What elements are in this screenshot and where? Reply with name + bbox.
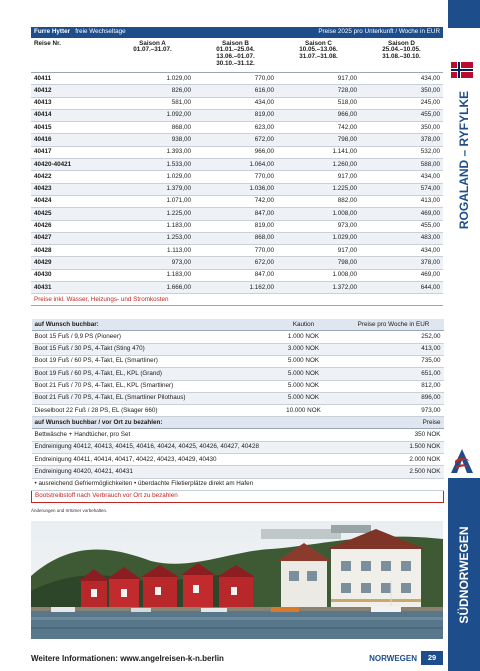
onsite-header-row bbox=[32, 417, 444, 429]
price-row bbox=[31, 146, 443, 158]
price-row bbox=[31, 269, 443, 281]
season-price: 1.162,00 bbox=[194, 282, 277, 294]
trip-number: 40424 bbox=[31, 195, 111, 207]
trip-number: 40430 bbox=[31, 269, 111, 281]
season-price: 973,00 bbox=[111, 257, 194, 269]
season-price: 1.071,00 bbox=[111, 195, 194, 207]
boat-name: Boot 15 Fuß / 9,9 PS (Pioneer) bbox=[32, 331, 264, 343]
season-header bbox=[360, 38, 443, 73]
onsite-price: 1.500 NOK bbox=[344, 441, 444, 453]
price-row bbox=[31, 257, 443, 269]
season-price: 1.183,00 bbox=[111, 220, 194, 232]
season-price: 434,00 bbox=[360, 171, 443, 183]
season-price: 1.372,00 bbox=[277, 282, 360, 294]
season-price: 966,00 bbox=[277, 109, 360, 121]
trip-number: 40425 bbox=[31, 208, 111, 220]
season-header bbox=[111, 38, 194, 73]
boat-deposit: 5.000 NOK bbox=[264, 368, 344, 380]
boat-name: Boot 21 Fuß / 70 PS, 4-Takt, EL, KPL (Smartliner) bbox=[32, 380, 264, 392]
boat-deposit: 5.000 NOK bbox=[264, 355, 344, 367]
season-price: 1.029,00 bbox=[277, 232, 360, 244]
trip-number: 40413 bbox=[31, 97, 111, 109]
boat-name: Dieselboot 22 Fuß / 28 PS, EL (Skager 660) bbox=[32, 405, 264, 417]
season-price: 616,00 bbox=[194, 85, 277, 97]
season-price: 819,00 bbox=[194, 109, 277, 121]
fuel-note: Bootstreibstoff nach Verbrauch vor Ort zu bezahlen bbox=[32, 490, 444, 502]
season-price: 1.393,00 bbox=[111, 146, 194, 158]
price-footnote: Preise inkl. Wasser, Heizungs- und Stromkosten bbox=[31, 294, 443, 306]
kaution-header: Kaution bbox=[264, 319, 344, 331]
season-price: 1.141,00 bbox=[277, 146, 360, 158]
season-price: 868,00 bbox=[111, 122, 194, 134]
season-price: 819,00 bbox=[194, 220, 277, 232]
season-name: Saison D bbox=[388, 40, 415, 47]
season-price: 1.113,00 bbox=[111, 245, 194, 257]
season-price: 1.183,00 bbox=[111, 269, 194, 281]
season-price: 770,00 bbox=[194, 171, 277, 183]
season-header bbox=[277, 38, 360, 73]
season-price: 588,00 bbox=[360, 159, 443, 171]
trip-number: 40411 bbox=[31, 73, 111, 85]
features-row bbox=[32, 478, 444, 490]
trip-number: 40431 bbox=[31, 282, 111, 294]
norway-flag-icon bbox=[451, 62, 473, 78]
footer-section: NORWEGEN bbox=[369, 654, 417, 663]
boat-deposit: 1.000 NOK bbox=[264, 331, 344, 343]
accommodation-subtitle: freie Wechseltage bbox=[75, 28, 126, 36]
season-price: 469,00 bbox=[360, 208, 443, 220]
season-price: 378,00 bbox=[360, 134, 443, 146]
boat-name: Boot 19 Fuß / 60 PS, 4-Takt, EL, KPL (Grand) bbox=[32, 368, 264, 380]
boat-row bbox=[32, 331, 444, 343]
season-price: 455,00 bbox=[360, 220, 443, 232]
boat-row bbox=[32, 380, 444, 392]
price-row bbox=[31, 232, 443, 244]
season-price: 1.379,00 bbox=[111, 183, 194, 195]
onsite-row bbox=[32, 466, 444, 478]
onsite-row bbox=[32, 454, 444, 466]
trip-number: 40426 bbox=[31, 220, 111, 232]
season-name: Reise Nr. bbox=[34, 40, 61, 47]
price-footnote-row bbox=[31, 294, 443, 306]
trip-number: 40423 bbox=[31, 183, 111, 195]
onsite-price: 350 NOK bbox=[344, 429, 444, 441]
season-header bbox=[194, 38, 277, 73]
season-price: 350,00 bbox=[360, 122, 443, 134]
trip-number: 40420-40421 bbox=[31, 159, 111, 171]
season-price: 483,00 bbox=[360, 232, 443, 244]
season-price: 798,00 bbox=[277, 257, 360, 269]
season-price: 882,00 bbox=[277, 195, 360, 207]
trip-number: 40417 bbox=[31, 146, 111, 158]
onsite-item: Bettwäsche + Handtücher, pro Set bbox=[32, 429, 344, 441]
onsite-item: Endreinigung 40411, 40414, 40417, 40422, 40423, 40429, 40430 bbox=[32, 454, 344, 466]
price-table-title-row bbox=[31, 27, 443, 38]
season-price: 847,00 bbox=[194, 208, 277, 220]
trip-number: 40422 bbox=[31, 171, 111, 183]
harbor-photo bbox=[31, 521, 443, 639]
season-price: 581,00 bbox=[111, 97, 194, 109]
season-price: 938,00 bbox=[111, 134, 194, 146]
season-price: 1.666,00 bbox=[111, 282, 194, 294]
onsite-item: Endreinigung 40412, 40413, 40415, 40416, 40424, 40425, 40426, 40427, 40428 bbox=[32, 441, 344, 453]
season-price: 917,00 bbox=[277, 171, 360, 183]
season-price: 469,00 bbox=[360, 269, 443, 281]
season-price: 917,00 bbox=[277, 245, 360, 257]
season-dates: 25.04.–10.05. 31.08.–30.10. bbox=[382, 46, 421, 60]
features-text: • ausreichend Gefriermöglichkeiten • überdachte Filetierplätze direkt am Hafen bbox=[32, 478, 444, 490]
boat-price: 973,00 bbox=[344, 405, 444, 417]
accommodation-title: Furre Hytter bbox=[34, 28, 71, 36]
boat-name: Boot 15 Fuß / 30 PS, 4-Takt (Sting 470) bbox=[32, 343, 264, 355]
boat-price: 896,00 bbox=[344, 392, 444, 404]
boat-deposit: 5.000 NOK bbox=[264, 380, 344, 392]
boat-row bbox=[32, 392, 444, 404]
trip-number: 40415 bbox=[31, 122, 111, 134]
boat-row bbox=[32, 405, 444, 417]
onsite-row bbox=[32, 429, 444, 441]
boat-name: Boot 21 Fuß / 70 PS, 4-Takt, EL (Smartliner Pilothaus) bbox=[32, 392, 264, 404]
onsite-row bbox=[32, 441, 444, 453]
onsite-price-header: Preise bbox=[344, 417, 444, 429]
booking-header-row bbox=[32, 319, 444, 331]
season-price: 644,00 bbox=[360, 282, 443, 294]
main-content bbox=[31, 27, 443, 513]
season-price: 1.092,00 bbox=[111, 109, 194, 121]
season-price: 966,00 bbox=[194, 146, 277, 158]
footer-info: Weitere Informationen: www.angelreisen-k-n.berlin bbox=[31, 654, 224, 663]
season-price: 1.036,00 bbox=[194, 183, 277, 195]
season-price: 868,00 bbox=[194, 232, 277, 244]
price-row bbox=[31, 282, 443, 294]
sidebar-top-block bbox=[448, 0, 480, 28]
price-table bbox=[31, 27, 443, 306]
trip-number: 40429 bbox=[31, 257, 111, 269]
season-price: 1.260,00 bbox=[277, 159, 360, 171]
sidebar-country-block bbox=[448, 478, 480, 671]
season-name: Saison C bbox=[305, 40, 332, 47]
season-dates: 01.01.–25.04. 13.06.–01.07. 30.10.–31.12. bbox=[216, 46, 255, 67]
boat-price: 651,00 bbox=[344, 368, 444, 380]
trip-number: 40416 bbox=[31, 134, 111, 146]
boat-row bbox=[32, 343, 444, 355]
season-price: 770,00 bbox=[194, 245, 277, 257]
season-price: 770,00 bbox=[194, 73, 277, 85]
country-region-label: SÜDNORWEGEN bbox=[457, 525, 471, 624]
season-price: 1.029,00 bbox=[111, 171, 194, 183]
season-price: 434,00 bbox=[194, 97, 277, 109]
season-price: 847,00 bbox=[194, 269, 277, 281]
price-note: Preise 2025 pro Unterkunft / Woche in EUR bbox=[194, 27, 443, 38]
season-price: 1.064,00 bbox=[194, 159, 277, 171]
onsite-price: 2.500 NOK bbox=[344, 466, 444, 478]
boat-price: 812,00 bbox=[344, 380, 444, 392]
season-price: 378,00 bbox=[360, 257, 443, 269]
price-row bbox=[31, 109, 443, 121]
season-price: 742,00 bbox=[194, 195, 277, 207]
season-price: 350,00 bbox=[360, 85, 443, 97]
season-name: Saison A bbox=[139, 40, 166, 47]
season-price: 672,00 bbox=[194, 134, 277, 146]
boat-row bbox=[32, 355, 444, 367]
price-row bbox=[31, 159, 443, 171]
onsite-item: Endreinigung 40420, 40421, 40431 bbox=[32, 466, 344, 478]
season-price: 1.029,00 bbox=[111, 73, 194, 85]
region-label: ROGALAND – RYFYLKE bbox=[457, 90, 471, 230]
page-number: 29 bbox=[421, 651, 443, 665]
season-price: 532,00 bbox=[360, 146, 443, 158]
price-row bbox=[31, 73, 443, 85]
boat-price: 413,00 bbox=[344, 343, 444, 355]
price-row bbox=[31, 245, 443, 257]
season-header-row bbox=[31, 38, 443, 73]
boat-price: 252,00 bbox=[344, 331, 444, 343]
trip-number: 40427 bbox=[31, 232, 111, 244]
price-row bbox=[31, 195, 443, 207]
sidebar bbox=[448, 0, 480, 671]
season-price: 742,00 bbox=[277, 122, 360, 134]
season-price: 413,00 bbox=[360, 195, 443, 207]
booking-header: auf Wunsch buchbar: bbox=[32, 319, 264, 331]
season-price: 455,00 bbox=[360, 109, 443, 121]
season-price: 574,00 bbox=[360, 183, 443, 195]
boat-name: Boot 19 Fuß / 60 PS, 4-Takt, EL (Smartliner) bbox=[32, 355, 264, 367]
season-price: 434,00 bbox=[360, 245, 443, 257]
boat-deposit: 3.000 NOK bbox=[264, 343, 344, 355]
season-price: 518,00 bbox=[277, 97, 360, 109]
price-row bbox=[31, 220, 443, 232]
season-name: Saison B bbox=[222, 40, 249, 47]
season-price: 623,00 bbox=[194, 122, 277, 134]
boat-deposit: 5.000 NOK bbox=[264, 392, 344, 404]
season-price: 1.225,00 bbox=[111, 208, 194, 220]
boat-price: 735,00 bbox=[344, 355, 444, 367]
boat-deposit: 10.000 NOK bbox=[264, 405, 344, 417]
page-footer bbox=[31, 652, 443, 666]
booking-table bbox=[31, 319, 444, 503]
season-price: 973,00 bbox=[277, 220, 360, 232]
price-row bbox=[31, 85, 443, 97]
season-price: 434,00 bbox=[360, 73, 443, 85]
price-row bbox=[31, 97, 443, 109]
season-dates: 10.05.–13.06. 31.07.–31.08. bbox=[299, 46, 338, 60]
trip-number: 40412 bbox=[31, 85, 111, 97]
season-price: 917,00 bbox=[277, 73, 360, 85]
brand-logo-icon bbox=[450, 448, 474, 474]
season-price: 245,00 bbox=[360, 97, 443, 109]
sidebar-region bbox=[448, 80, 480, 240]
season-price: 672,00 bbox=[194, 257, 277, 269]
disclaimer: Änderungen und Irrtümer vorbehalten. bbox=[31, 508, 108, 514]
price-row bbox=[31, 183, 443, 195]
booking-price-header: Preise pro Woche in EUR bbox=[344, 319, 444, 331]
season-dates: 01.07.–31.07. bbox=[133, 46, 172, 54]
season-price: 1.008,00 bbox=[277, 269, 360, 281]
season-price: 1.008,00 bbox=[277, 208, 360, 220]
price-row bbox=[31, 171, 443, 183]
price-row bbox=[31, 122, 443, 134]
trip-number: 40414 bbox=[31, 109, 111, 121]
price-row bbox=[31, 134, 443, 146]
fuel-note-row bbox=[32, 490, 444, 502]
season-price: 1.253,00 bbox=[111, 232, 194, 244]
season-price: 1.533,00 bbox=[111, 159, 194, 171]
price-row bbox=[31, 208, 443, 220]
onsite-price: 2.000 NOK bbox=[344, 454, 444, 466]
season-price: 728,00 bbox=[277, 85, 360, 97]
onsite-header: auf Wunsch buchbar / vor Ort zu bezahlen: bbox=[32, 417, 344, 429]
season-price: 826,00 bbox=[111, 85, 194, 97]
boat-row bbox=[32, 368, 444, 380]
trip-number: 40428 bbox=[31, 245, 111, 257]
season-price: 798,00 bbox=[277, 134, 360, 146]
trip-number-header bbox=[31, 38, 111, 73]
season-price: 1.225,00 bbox=[277, 183, 360, 195]
